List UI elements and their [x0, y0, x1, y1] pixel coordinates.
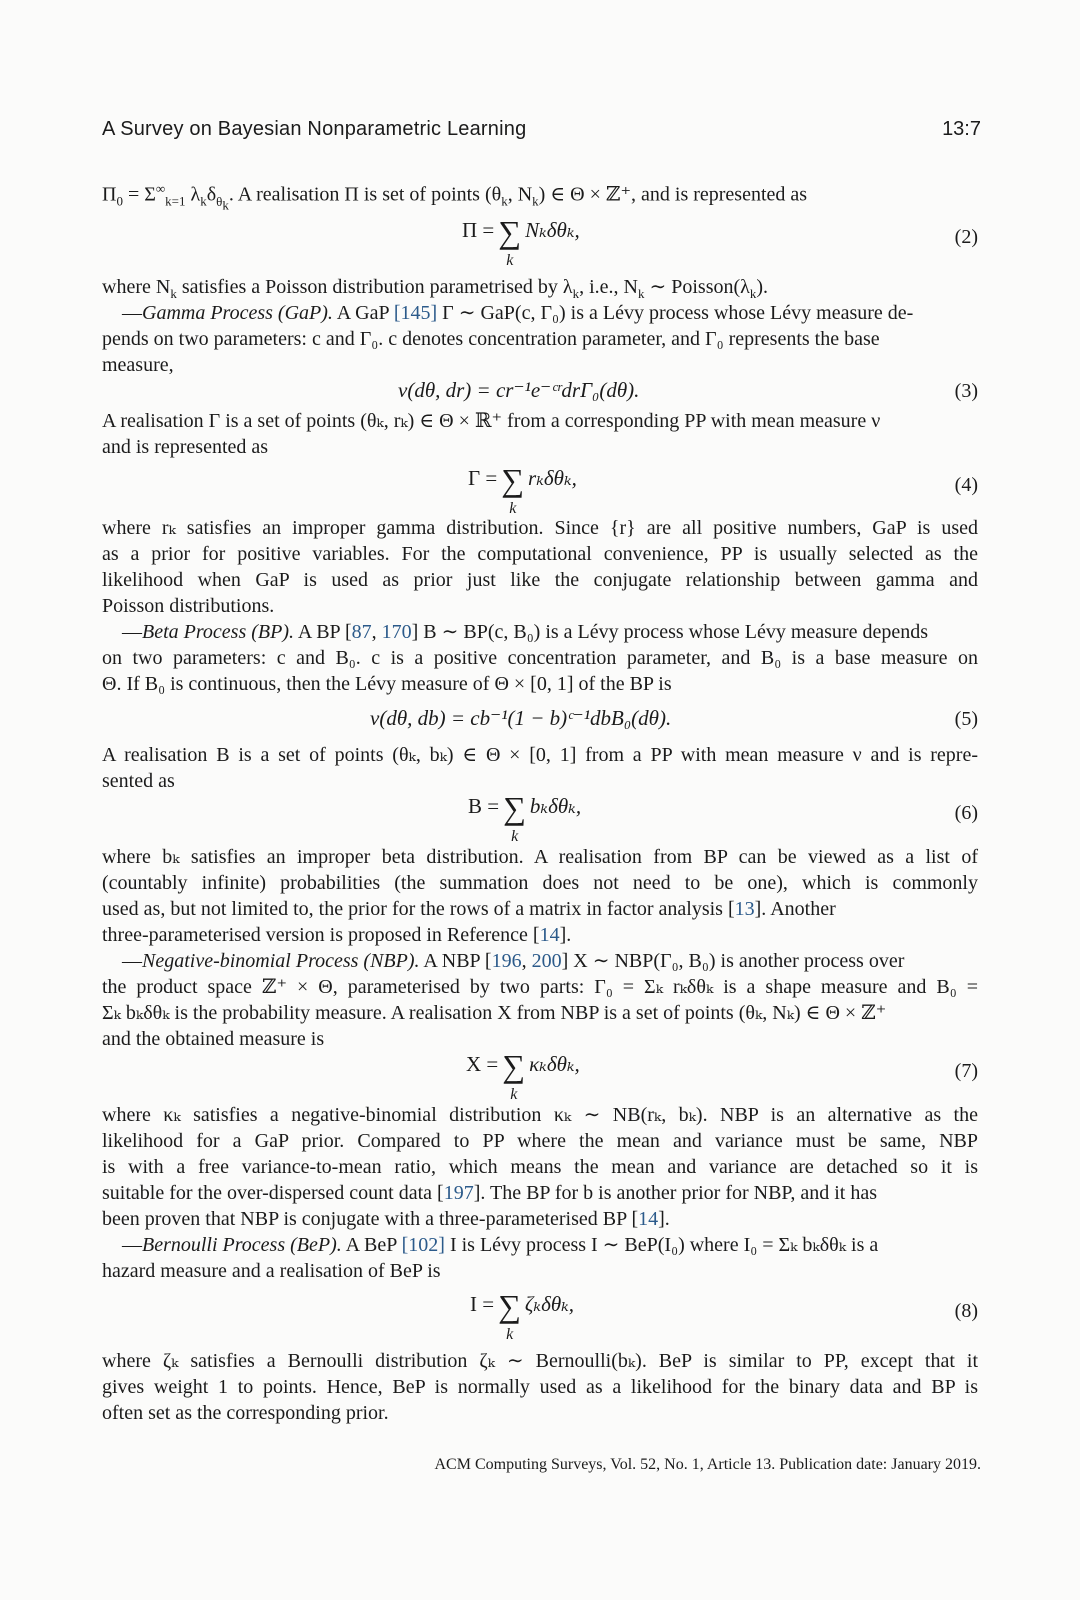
- citation-link[interactable]: 170: [381, 621, 412, 643]
- text-line: Θ. If B₀ is continuous, then the Lévy measure of Θ × [0, 1] of the BP is: [102, 673, 672, 695]
- text-line: hazard measure and a realisation of BeP is: [102, 1260, 441, 1282]
- equation-number: (2): [954, 226, 978, 248]
- text-line: (countably infinite) probabilities (the summation does not need to be one), which is commonly: [102, 872, 978, 894]
- text-line: gives weight 1 to points. Hence, BeP is normally used as a likelihood for the binary data and BP is: [102, 1376, 978, 1398]
- section-title-gap: Gamma Process (GaP).: [142, 302, 333, 324]
- section-title-bep: Bernoulli Process (BeP).: [142, 1234, 342, 1256]
- text-line: and is represented as: [102, 436, 269, 458]
- citation-link[interactable]: 14: [539, 924, 560, 946]
- citation-link[interactable]: 197: [443, 1182, 474, 1204]
- equation-number: (7): [954, 1060, 978, 1082]
- text-line: used as, but not limited to, the prior for the rows of a matrix in factor analysis [13]. Another: [102, 898, 836, 920]
- footer-citation: ACM Computing Surveys, Vol. 52, No. 1, Article 13. Publication date: January 2019.: [434, 1456, 981, 1473]
- text-line: $\Pi_0 = \Sigma^\infty_{k=1}$ $\lambda_k\delta_{\theta_k}$. A realisation Π is set of points ($\theta_k$, $N_k$) ∈ Θ × ℤ⁺, and is represented as: [102, 181, 808, 213]
- text-line: measure,: [102, 354, 174, 376]
- citation-link[interactable]: [145]: [393, 302, 438, 324]
- text-line: is with a free variance-to-mean ratio, which means the mean and variance are detached so it is: [102, 1156, 978, 1178]
- text-line: likelihood when GaP is used as prior just like the conjugate relationship between gamma and: [102, 569, 978, 591]
- text-line: on two parameters: c and B₀. c is a positive concentration parameter, and B₀ is a base measure on: [102, 647, 978, 669]
- equation-5: ν(dθ, db) = cb⁻¹(1 − b)ᶜ⁻¹dbB₀(dθ). (5): [370, 706, 978, 730]
- equation-4: Γ = ∑ k rₖδθₖ, (4): [468, 462, 978, 517]
- section-title-nbp: Negative-binomial Process (NBP).: [142, 950, 420, 972]
- bp-paragraph-start: —Beta Process (BP). A BP [87, 170] B ∼ BP(c, B₀) is a Lévy process whose Lévy measure depends: [122, 621, 928, 643]
- text-line: Σₖ bₖδθₖ is the probability measure. A realisation X from NBP is a set of points (θₖ, Nₖ) ∈ Θ × ℤ⁺: [102, 1002, 887, 1024]
- equation-number: (8): [954, 1300, 978, 1322]
- text-line: pends on two parameters: c and Γ₀. c denotes concentration parameter, and Γ₀ represents the base: [102, 328, 880, 350]
- text-line: where $N_k$ satisfies a Poisson distribution parametrised by $\lambda_k$, i.e., $N_k$ ∼ $Poisson(\lambda_k)$.: [102, 276, 769, 301]
- gap-paragraph-start: —Gamma Process (GaP). A GaP [145] Γ ∼ GaP(c, Γ₀) is a Lévy process whose Lévy measure de-: [122, 302, 914, 324]
- citation-link[interactable]: 14: [638, 1208, 659, 1230]
- text-line: where κₖ satisfies a negative-binomial distribution κₖ ∼ NB(rₖ, bₖ). NBP is an alternative as the: [102, 1104, 978, 1126]
- text-line: as a prior for positive variables. For the computational convenience, PP is usually selected as the: [102, 543, 978, 565]
- text-line: A realisation B is a set of points (θₖ, bₖ) ∈ Θ × [0, 1] from a PP with mean measure ν and is repre-: [102, 744, 978, 766]
- citation-link[interactable]: 196: [491, 950, 522, 972]
- equation-number: (6): [954, 802, 978, 824]
- text-line: three-parameterised version is proposed in Reference [14].: [102, 924, 572, 946]
- running-title: A Survey on Bayesian Nonparametric Learning: [102, 118, 527, 140]
- equation-6: B = ∑ k bₖδθₖ, (6): [468, 790, 978, 845]
- text-line: where bₖ satisfies an improper beta distribution. A realisation from BP can be viewed as a list of: [102, 846, 978, 868]
- citation-link[interactable]: [102]: [401, 1234, 445, 1256]
- text-line: A realisation Γ is a set of points (θₖ, rₖ) ∈ Θ × ℝ⁺ from a corresponding PP with mean measure ν: [102, 410, 881, 432]
- text-line: sented as: [102, 770, 175, 792]
- equation-3: ν(dθ, dr) = cr⁻¹e⁻ᶜʳdrΓ₀(dθ). (3): [398, 378, 978, 402]
- text-line: the product space ℤ⁺ × Θ, parameterised by two parts: Γ₀ = Σₖ rₖδθₖ is a shape measure and B₀ =: [102, 976, 978, 998]
- text-line: likelihood for a GaP prior. Compared to PP where the mean and variance must be same, NBP: [102, 1130, 978, 1152]
- equation-number: (5): [954, 708, 978, 730]
- text-line: and the obtained measure is: [102, 1028, 325, 1050]
- text-line: been proven that NBP is conjugate with a three-parameterised BP [14].: [102, 1208, 670, 1230]
- citation-link[interactable]: 87: [351, 621, 372, 643]
- citation-link[interactable]: 13: [734, 898, 755, 920]
- nbp-paragraph-start: —Negative-binomial Process (NBP). A NBP [196, 200] X ∼ NBP(Γ₀, B₀) is another process over: [122, 950, 905, 972]
- equation-8: I = ∑ k ζₖδθₖ, (8): [470, 1288, 978, 1343]
- page-number: 13:7: [942, 118, 981, 140]
- equation-7: X = ∑ k κₖδθₖ, (7): [466, 1048, 978, 1103]
- bep-paragraph-start: —Bernoulli Process (BeP). A BeP [102] I is Lévy process I ∼ BeP(I₀) where I₀ = Σₖ bₖδθₖ is a: [122, 1234, 879, 1256]
- text-line: Poisson distributions.: [102, 595, 275, 617]
- equation-2: Π = ∑ k Nₖδθₖ, (2): [462, 214, 978, 269]
- citation-link[interactable]: 200: [531, 950, 562, 972]
- equation-number: (4): [954, 474, 978, 496]
- section-title-bp: Beta Process (BP).: [142, 621, 294, 643]
- text-line: often set as the corresponding prior.: [102, 1402, 389, 1424]
- text-line: where rₖ satisfies an improper gamma distribution. Since {r} are all positive numbers, GaP is used: [102, 517, 978, 539]
- text-line: where ζₖ satisfies a Bernoulli distribution ζₖ ∼ Bernoulli(bₖ). BeP is similar to PP, except that it: [102, 1350, 978, 1372]
- equation-number: (3): [954, 380, 978, 402]
- text-line: suitable for the over-dispersed count data [197]. The BP for b is another prior for NBP, and it has: [102, 1182, 877, 1204]
